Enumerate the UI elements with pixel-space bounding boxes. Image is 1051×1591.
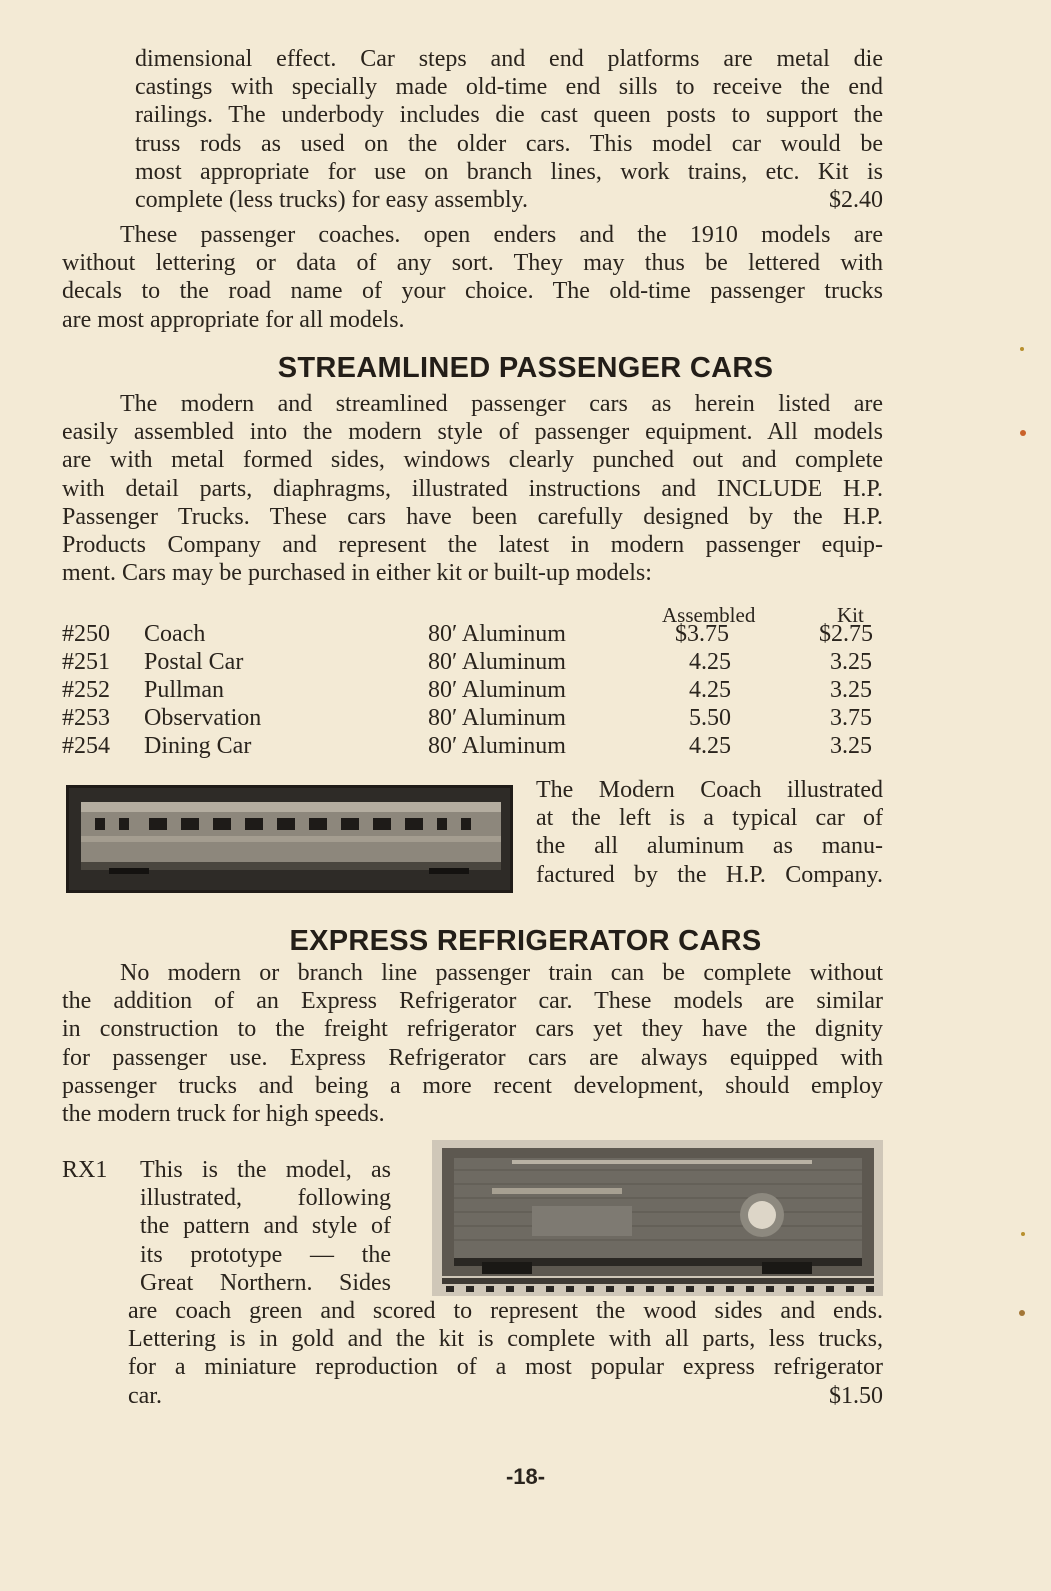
section-heading: EXPRESS REFRIGERATOR CARS (289, 925, 762, 957)
text-line: for passenger use. Express Refrigerator cars are always equipped with (62, 1044, 883, 1071)
item-code: RX1 (62, 1157, 108, 1183)
item-number: #253 (62, 705, 110, 731)
assembled-price: 4.25 (689, 733, 731, 759)
intro-paragraph (135, 45, 883, 214)
assembled-price: $3.75 (675, 621, 729, 647)
table-row (62, 677, 892, 705)
text-line: the addition of an Express Refrigerator car. These models are similar (62, 988, 883, 1015)
text-line: castings with specially made old-time end sills to receive the end (135, 74, 883, 101)
paper-speck (1020, 430, 1026, 436)
note-paragraph (62, 221, 883, 334)
text-line: railings. The underbody includes die cast queen posts to support the (135, 102, 883, 129)
kit-price: 3.25 (830, 649, 872, 675)
price: $1.50 (829, 1382, 883, 1409)
item-length: 80′ Aluminum (428, 677, 566, 703)
item-name: Pullman (144, 677, 225, 703)
price-line (135, 186, 883, 214)
item-number: #254 (62, 733, 110, 759)
kit-price: 3.25 (830, 677, 872, 703)
price: $2.40 (829, 187, 883, 214)
table-row (62, 621, 892, 649)
header-kit: Kit (837, 603, 864, 627)
text-line: the pattern and style of (140, 1213, 391, 1240)
text-line: decals to the road name of your choice. The old-time passenger trucks (62, 278, 883, 305)
item-name: Postal Car (144, 649, 244, 675)
item-number: #250 (62, 621, 110, 647)
section-heading: STREAMLINED PASSENGER CARS (277, 352, 774, 384)
item-length: 80′ Aluminum (428, 705, 566, 731)
kit-price: $2.75 (819, 621, 873, 647)
page-number: -18- (505, 1464, 546, 1489)
text-line: These passenger coaches. open enders and the 1910 models are (120, 222, 883, 248)
item-length: 80′ Aluminum (428, 649, 566, 675)
text-line: passenger trucks and being a more recent development, should employ (62, 1072, 883, 1099)
item-number: #251 (62, 649, 110, 675)
item-number: #252 (62, 677, 110, 703)
streamlined-paragraph (62, 390, 883, 587)
text-line: in construction to the freight refrigerator cars yet they have the dignity (62, 1016, 883, 1043)
table-row (62, 705, 892, 733)
text-line: for a miniature reproduction of a most popular express refrigerator (128, 1354, 883, 1381)
coach-illustration (69, 788, 510, 890)
price-line (128, 1382, 883, 1410)
text-line: are most appropriate for all models. (62, 306, 405, 333)
text-line: most appropriate for use on branch lines, work trains, etc. Kit is (135, 158, 883, 185)
text-line: truss rods as used on the older cars. This model car would be (135, 130, 883, 157)
text-line: without lettering or data of any sort. They may thus be lettered with (62, 250, 883, 277)
refrigerator-car-photo (432, 1140, 883, 1296)
table-row (62, 733, 892, 761)
express-paragraph (62, 959, 883, 1128)
text-line: the modern truck for high speeds. (62, 1101, 385, 1128)
text-line: Products Company and represent the latest in modern passenger equip- (62, 532, 883, 559)
text-line: car. (128, 1382, 162, 1409)
text-line: The modern and streamlined passenger cars as herein listed are (120, 391, 883, 417)
text-line: illustrated, following (140, 1185, 391, 1212)
assembled-price: 5.50 (689, 705, 731, 731)
item-name: Dining Car (144, 733, 252, 759)
item-name: Observation (144, 705, 262, 731)
item-length: 80′ Aluminum (428, 733, 566, 759)
item-length: 80′ Aluminum (428, 621, 566, 647)
assembled-price: 4.25 (689, 649, 731, 675)
header-assembled: Assembled (662, 603, 756, 627)
text-line: No modern or branch line passenger train can be complete without (120, 960, 883, 986)
text-line: dimensional effect. Car steps and end platforms are metal die (135, 46, 883, 72)
text-line: are coach green and scored to represent the wood sides and ends. (128, 1298, 883, 1324)
text-line: its prototype — the (140, 1241, 391, 1268)
text-line: This is the model, as (140, 1157, 391, 1183)
text-line: at the left is a typical car of (536, 805, 883, 832)
text-line: the all aluminum as manu- (536, 833, 883, 860)
text-line: complete (less trucks) for easy assembly. (135, 187, 528, 214)
kit-price: 3.25 (830, 733, 872, 759)
refrigerator-car-illustration (432, 1140, 883, 1296)
paper-speck (1020, 347, 1024, 351)
modern-coach-photo (66, 785, 513, 893)
coach-caption (536, 776, 883, 889)
paper-speck (1019, 1310, 1025, 1316)
assembled-price: 4.25 (689, 677, 731, 703)
rx1-paragraph (128, 1297, 883, 1410)
text-line: The Modern Coach illustrated (536, 777, 883, 803)
text-line: with detail parts, diaphragms, illustrated instructions and INCLUDE H.P. (62, 475, 883, 502)
text-line: Passenger Trucks. These cars have been carefully designed by the H.P. (62, 503, 883, 530)
table-row (62, 649, 892, 677)
text-line: easily assembled into the modern style of passenger equipment. All models (62, 419, 883, 446)
item-name: Coach (144, 621, 206, 647)
kit-price: 3.75 (830, 705, 872, 731)
text-line: are with metal formed sides, windows clearly punched out and complete (62, 447, 883, 474)
text-line: Great Northern. Sides (140, 1269, 391, 1296)
text-line: factured by the H.P. Company. (536, 861, 883, 888)
text-line: Lettering is in gold and the kit is complete with all parts, less trucks, (128, 1326, 883, 1353)
paper-speck (1021, 1232, 1025, 1236)
text-line: ment. Cars may be purchased in either kit or built-up models: (62, 560, 652, 587)
rx1-side-text (140, 1156, 391, 1297)
